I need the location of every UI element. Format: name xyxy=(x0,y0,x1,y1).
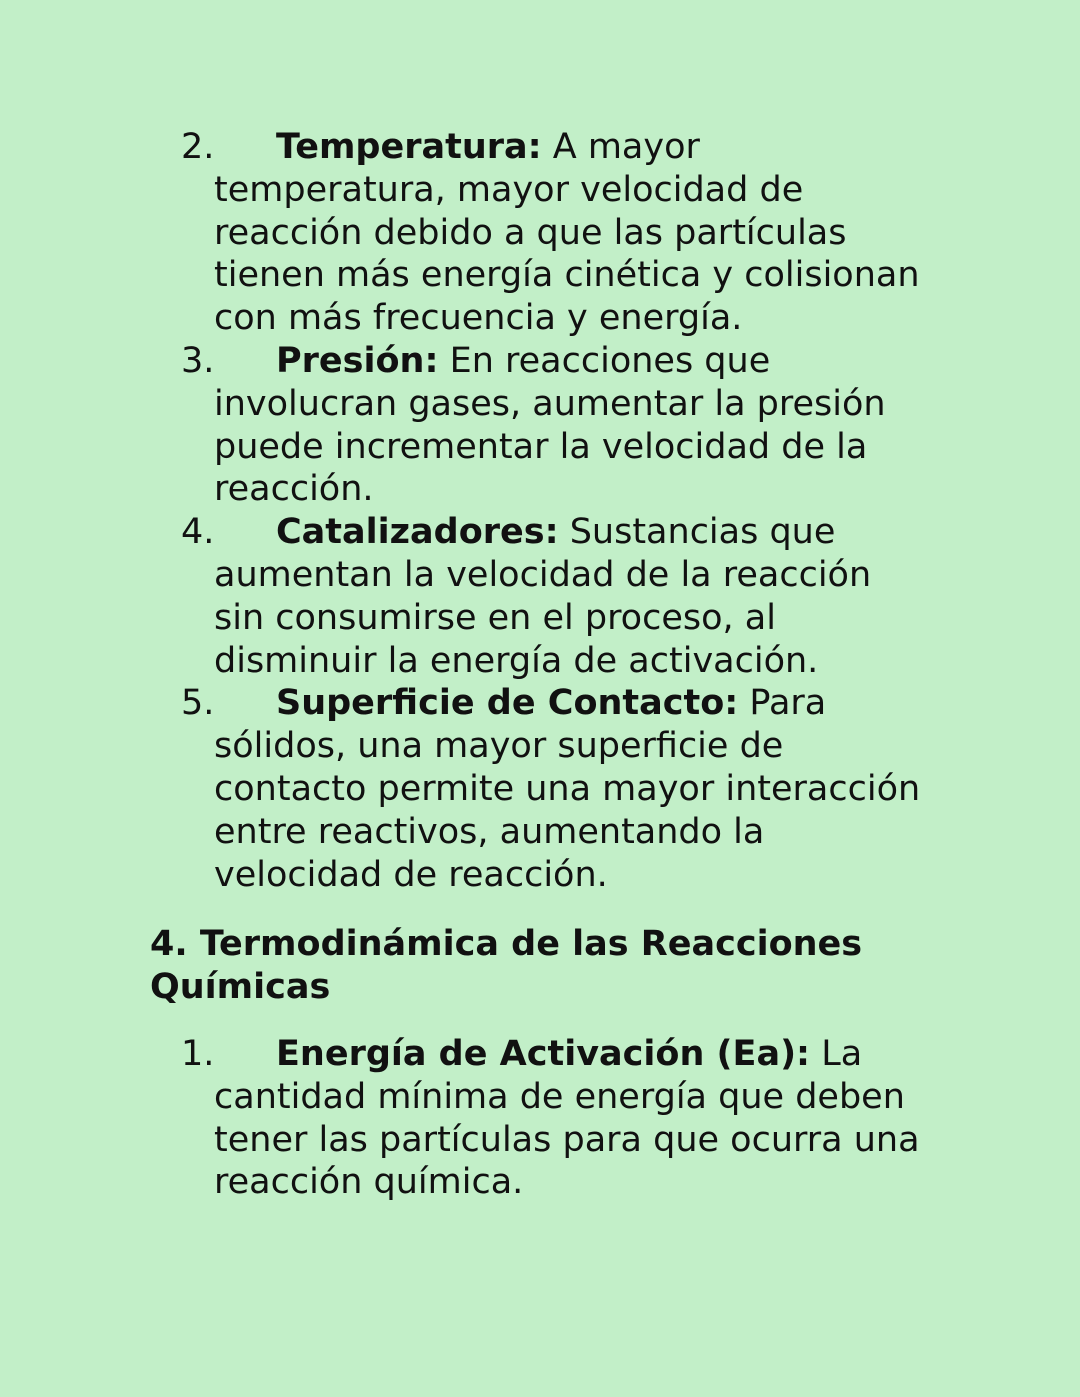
thermo-list xyxy=(0,1033,934,1204)
item-line-1: Temperatura: A mayor temperatura, mayor velocidad de reacción debido a que las partículas tienen más energía cinética y colisionan con más frecuencia y energía. xyxy=(214,127,920,339)
list-item-superficie xyxy=(0,682,934,896)
list-item-catalizadores xyxy=(0,511,934,682)
item-term: Temperatura: xyxy=(276,127,542,167)
section-heading: 4. Termodinámica de las Reacciones Químicas xyxy=(150,924,863,1007)
list-item-energia-activacion xyxy=(0,1033,934,1204)
list-item-temperatura xyxy=(0,126,934,340)
list-item-presion xyxy=(0,340,934,511)
item-line-1: Catalizadores: Sustancias que aumentan la velocidad de la reacción sin consumirse en el proceso, al disminuir la energía de activación. xyxy=(214,512,872,681)
item-number: 3. xyxy=(181,340,215,381)
item-number: 5. xyxy=(181,683,215,724)
item-line-1: Superficie de Contacto: Para sólidos, una mayor superficie de contacto permite una mayor interacción entre reactivos, aumentando la velocidad de reacción. xyxy=(214,683,921,895)
item-number: 4. xyxy=(181,512,215,553)
item-term: Superficie de Contacto: xyxy=(276,683,739,724)
item-term: Catalizadores: xyxy=(276,512,559,553)
factors-list xyxy=(0,126,934,896)
item-term: Presión: xyxy=(276,340,439,381)
item-line-1: Presión: En reacciones que involucran gases, aumentar la presión puede incrementar la velocidad de la reacción. xyxy=(214,340,886,510)
item-line-1: Energía de Activación (Ea): La cantidad mínima de energía que deben tener las partículas para que ocurra una reacción química. xyxy=(214,1034,920,1203)
item-number: 1. xyxy=(181,1034,215,1074)
item-term: Energía de Activación (Ea): xyxy=(276,1034,811,1074)
item-number: 2. xyxy=(181,127,215,167)
